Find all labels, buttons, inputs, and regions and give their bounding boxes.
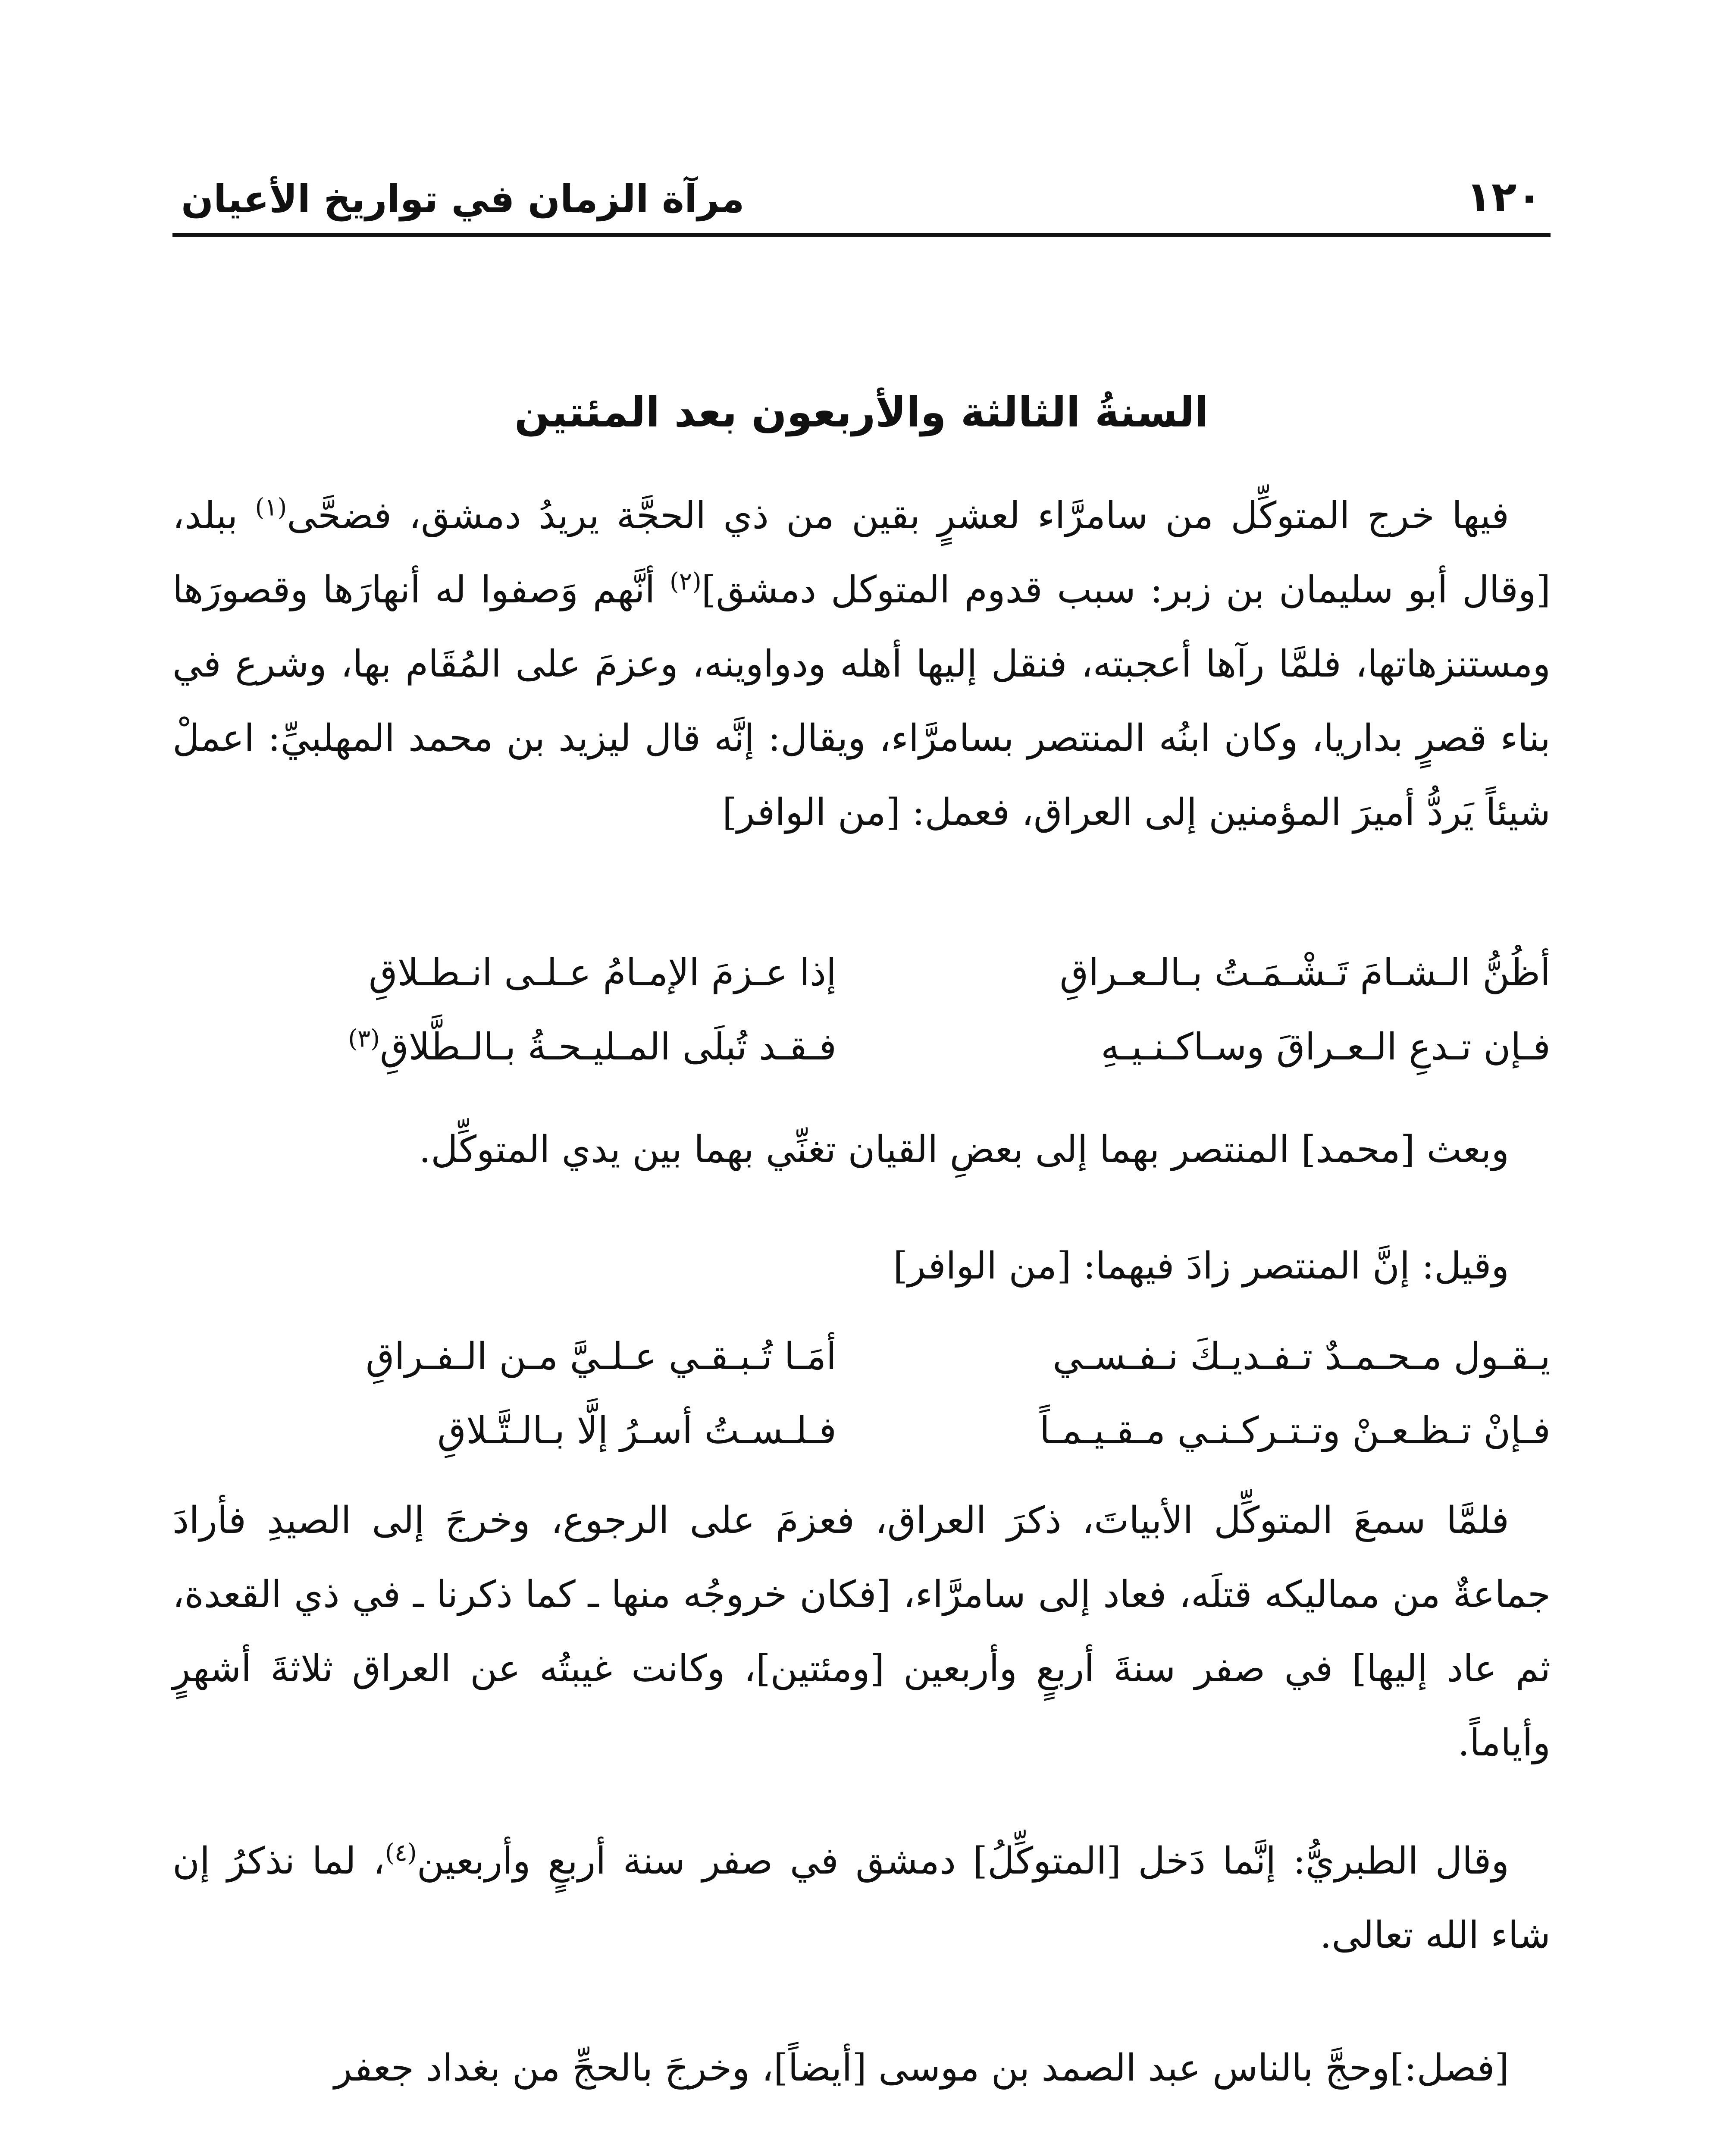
footnote-ref-1[interactable]: (١) — [255, 493, 287, 522]
paragraph-6: [فصل:]وحجَّ بالناس عبد الصمد بن موسى [أيضاً]، وخرجَ بالحجِّ من بغداد جعفر — [334, 2046, 1509, 2090]
poem-1-verse-1 — [172, 936, 1551, 1010]
page-number: ١٢٠ — [1466, 172, 1542, 221]
hemistich-second: فـقـد تُبلَى المـليـحـةُ بـالـطَّلاقِ$^{(٣)}$ — [348, 1025, 836, 1069]
hemistich-second: أمَـا تُـبـقـي عـلـيَّ مـن الـفـراقِ — [365, 1335, 836, 1378]
paragraph-2: وبعث [محمد] المنتصر بهما إلى بعضِ القيان تغنِّي بهما بين يدي المتوكِّل. — [419, 1128, 1509, 1171]
book-title: مرآة الزمان في تواريخ الأعيان — [181, 177, 745, 221]
paragraph-5: وقال الطبريُّ: إنَّما دَخل [المتوكِّلُ] دمشق في صفر سنة أربعٍ وأربعين$^{(٤)}$، لما نذكرُ إن شاء الله تعالى. — [172, 1839, 1551, 1957]
footnote-ref-3[interactable]: (٣) — [348, 1025, 380, 1053]
paragraph-1: فيها خرج المتوكِّل من سامرَّاء لعشرٍ بقين من ذي الحجَّة يريدُ دمشق، فضحَّى$^{(١)}$ ببلد، [وقال أبو سليمان بن زبر: سبب قدوم المتوكل دمشق]$^{(٢)}$ أنَّهم وَصفوا له أنهارَها وقصورَها ومستنزهاتها، فلمَّا رآها أعجبته، فنقل إليها أهله ودواوينه، وعزمَ على المُقَام بها، وشرع في بناء قصرٍ بداريا، وكان ابنُه المنتصر بسامرَّاء، ويقال: إنَّه قال ليزيد بن محمد المهلبيِّ: اعملْ شيئاً يَردُّ أميرَ المؤمنين إلى العراق، فعمل: [من الوافر] — [172, 493, 1551, 834]
hemistich-first: فـإنْ تـظـعـنْ وتـتـركـنـي مـقـيـمـاً — [1039, 1409, 1551, 1452]
poem-2-verse-1 — [172, 1319, 1551, 1394]
poem-1-verse-2 — [172, 1010, 1551, 1084]
hemistich-second: إذا عـزمَ الإمـامُ عـلـى انـطـلاقِ — [369, 951, 836, 994]
footnote-ref-4[interactable]: (٤) — [385, 1839, 417, 1867]
hemistich-second: فـلـسـتُ أسـرُ إلَّا بـالـتَّـلاقِ — [437, 1409, 836, 1452]
running-header — [172, 168, 1551, 237]
chapter-title: السنةُ الثالثة والأربعون بعد المئتين — [514, 388, 1209, 436]
hemistich-first: يـقـول مـحـمـدٌ تـفـديـكَ نـفـسـي — [1053, 1335, 1551, 1378]
footnote-ref-2[interactable]: (٢) — [670, 567, 702, 596]
paragraph-4: فلمَّا سمعَ المتوكِّل الأبياتَ، ذكرَ العراق، فعزمَ على الرجوع، وخرجَ إلى الصيدِ فأرادَ جماعةٌ من مماليكه قتلَه، فعاد إلى سامرَّاء، [فكان خروجُه منها ـ كما ذكرنا ـ في ذي القعدة، ثم عاد إليها] في صفر سنةَ أربعٍ وأربعين [ومئتين]، وكانت غيبتُه عن العراق ثلاثةَ أشهرٍ وأياماً. — [172, 1499, 1551, 1764]
paragraph-3: وقيل: إنَّ المنتصر زادَ فيهما: [من الوافر] — [893, 1244, 1509, 1288]
hemistich-first: أظُنُّ الـشـامَ تَـشْـمَـتُ بـالـعـراقِ — [1059, 951, 1551, 994]
hemistich-first: فـإن تـدعِ الـعـراقَ وسـاكـنـيـهِ — [1101, 1025, 1551, 1069]
poem-2-verse-2 — [172, 1394, 1551, 1468]
